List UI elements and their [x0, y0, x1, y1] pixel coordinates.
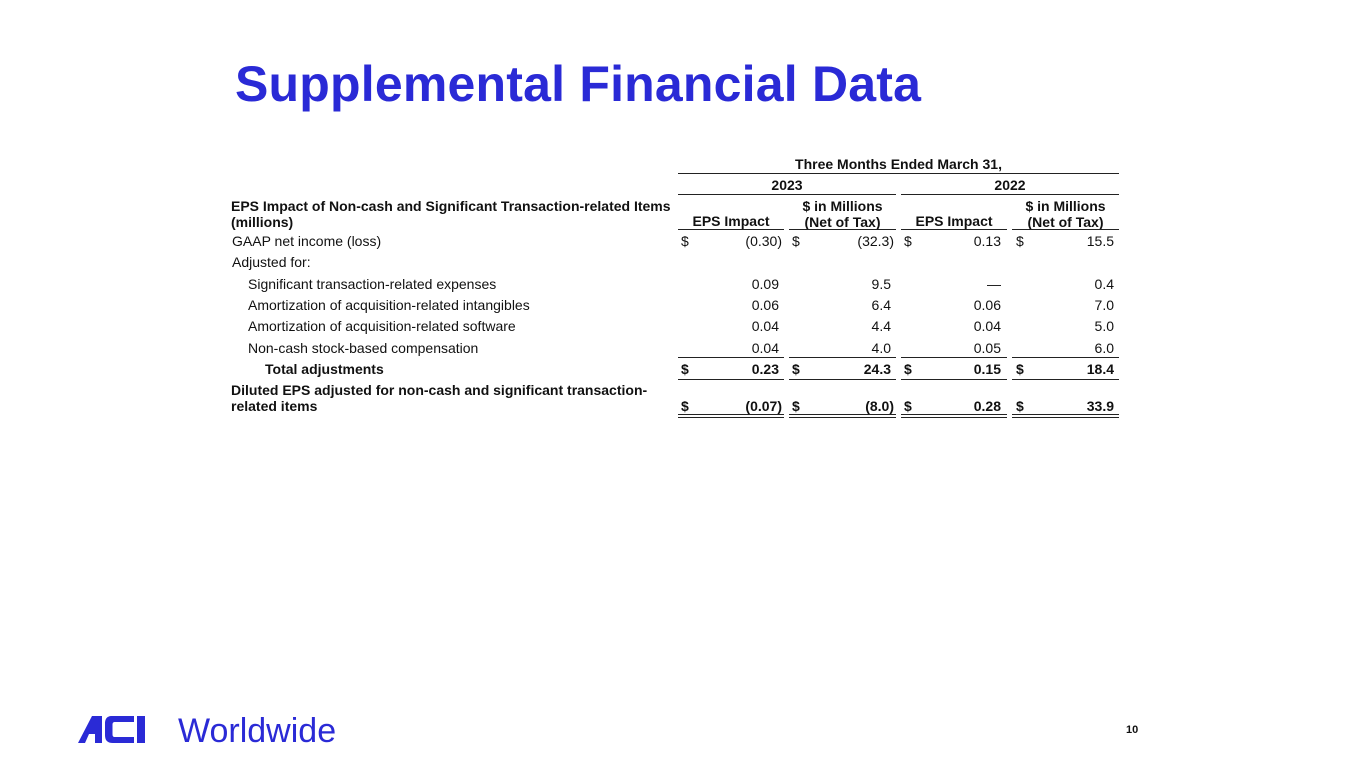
- cell-mil-2022: 18.4: [1086, 361, 1114, 377]
- col-eps-2023: EPS Impact: [692, 213, 770, 229]
- cell-eps-2023: 0.04: [751, 340, 779, 356]
- cell-mil-2022: 33.9: [1086, 398, 1114, 414]
- row-label: Amortization of acquisition-related software: [248, 318, 516, 334]
- row-label: Significant transaction-related expenses: [248, 276, 497, 292]
- cell-mil-2023: 6.4: [871, 297, 891, 313]
- cell-mil-2022: 6.0: [1094, 340, 1114, 356]
- cell-mil-2023: 24.3: [863, 361, 891, 377]
- currency-symbol: $: [681, 233, 689, 249]
- cell-mil-2023: 4.4: [871, 318, 891, 334]
- year-2023-header: 2023: [771, 177, 803, 193]
- page-number: 10: [1126, 724, 1139, 736]
- currency-symbol: $: [681, 361, 689, 377]
- currency-symbol: $: [792, 361, 800, 377]
- cell-mil-2023: 4.0: [871, 340, 891, 356]
- row-label: Non-cash stock-based compensation: [248, 340, 479, 356]
- cell-mil-2023: (32.3): [857, 233, 894, 249]
- row-label: Total adjustments: [265, 361, 384, 377]
- cell-mil-2023: 9.5: [871, 276, 891, 292]
- cell-eps-2022: 0.15: [973, 361, 1001, 377]
- currency-symbol: $: [1016, 361, 1024, 377]
- cell-eps-2023: 0.09: [751, 276, 779, 292]
- row-header: EPS Impact of Non-cash and Significant Transaction-related Items (millions): [231, 198, 671, 230]
- cell-eps-2022: 0.13: [973, 233, 1001, 249]
- cell-eps-2022: 0.04: [973, 318, 1001, 334]
- period-header: Three Months Ended March 31,: [795, 156, 1002, 172]
- cell-eps-2023: (0.30): [745, 233, 782, 249]
- col-millions-2022: $ in Millions (Net of Tax): [1025, 198, 1106, 230]
- currency-symbol: $: [904, 233, 912, 249]
- currency-symbol: $: [1016, 233, 1024, 249]
- currency-symbol: $: [904, 398, 912, 414]
- cell-mil-2022: 7.0: [1094, 297, 1114, 313]
- cell-mil-2023: (8.0): [865, 398, 894, 414]
- cell-eps-2023: 0.23: [751, 361, 779, 377]
- row-label: Diluted EPS adjusted for non-cash and significant transaction-related items: [231, 382, 648, 414]
- col-eps-2022: EPS Impact: [915, 213, 993, 229]
- currency-symbol: $: [681, 398, 689, 414]
- logo-wordmark: Worldwide: [178, 712, 337, 750]
- currency-symbol: $: [1016, 398, 1024, 414]
- currency-symbol: $: [904, 361, 912, 377]
- cell-mil-2022: 0.4: [1094, 276, 1114, 292]
- cell-eps-2022: 0.05: [973, 340, 1001, 356]
- cell-eps-2022: —: [987, 276, 1001, 292]
- row-label: GAAP net income (loss): [232, 233, 382, 249]
- cell-eps-2022: 0.28: [973, 398, 1001, 414]
- cell-eps-2023: (0.07): [745, 398, 782, 414]
- cell-eps-2023: 0.04: [751, 318, 779, 334]
- col-millions-2023: $ in Millions (Net of Tax): [802, 198, 883, 230]
- cell-eps-2023: 0.06: [751, 297, 779, 313]
- cell-eps-2022: 0.06: [973, 297, 1001, 313]
- year-2022-header: 2022: [994, 177, 1026, 193]
- aci-logo: [78, 712, 177, 751]
- aci-logo-mark: [78, 712, 173, 746]
- row-label: Adjusted for:: [232, 254, 311, 270]
- cell-mil-2022: 15.5: [1086, 233, 1114, 249]
- slide-title: Supplemental Financial Data: [235, 56, 922, 112]
- currency-symbol: $: [792, 233, 800, 249]
- cell-mil-2022: 5.0: [1094, 318, 1114, 334]
- currency-symbol: $: [792, 398, 800, 414]
- row-label: Amortization of acquisition-related intangibles: [248, 297, 530, 313]
